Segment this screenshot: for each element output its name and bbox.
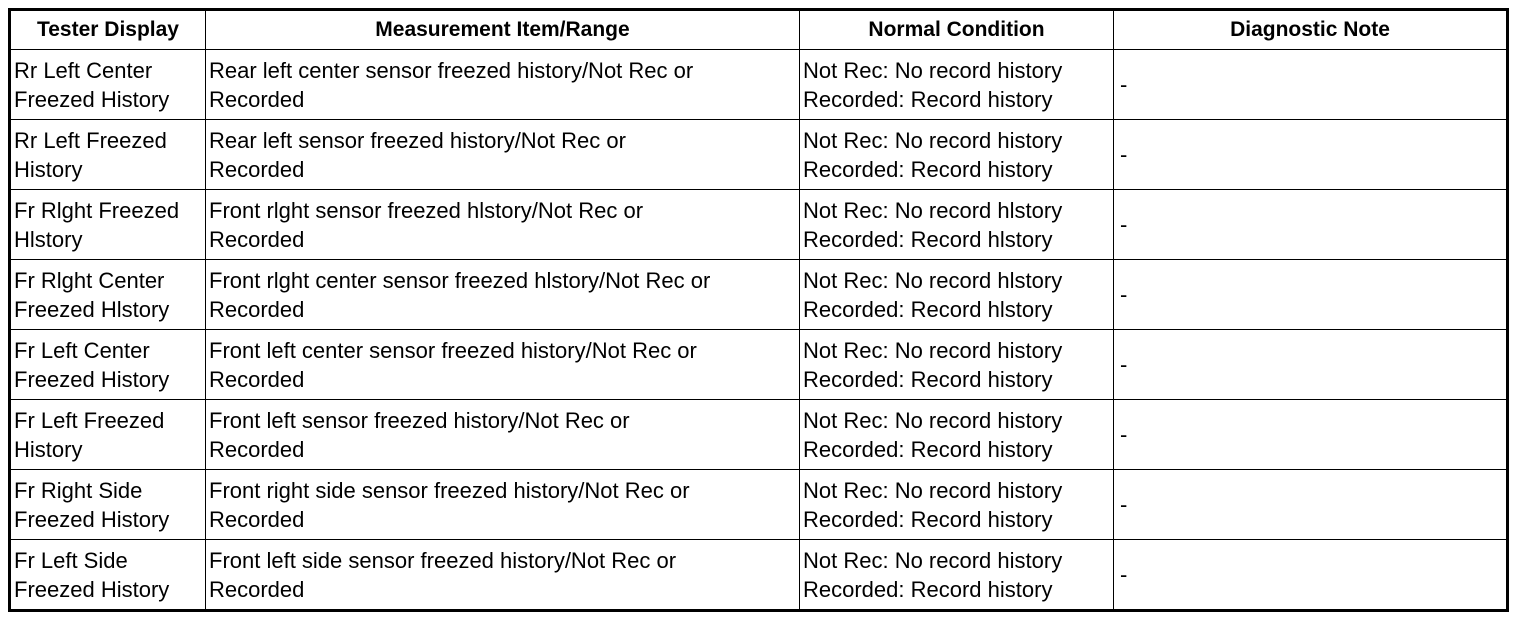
header-normal-condition: Normal Condition xyxy=(800,10,1114,50)
table-row xyxy=(10,540,1508,611)
diagnostic-table-container xyxy=(8,8,1506,612)
cell-tester-display: Rr Left Center Freezed History xyxy=(10,50,206,120)
cell-normal-condition: Not Rec: No record hlstory Recorded: Record hlstory xyxy=(800,190,1114,260)
table-row xyxy=(10,260,1508,330)
cell-diagnostic-note: - xyxy=(1114,330,1508,400)
cell-normal-condition: Not Rec: No record history Recorded: Record history xyxy=(800,50,1114,120)
cell-measurement-range: Front left sensor freezed history/Not Rec or Recorded xyxy=(206,400,800,470)
header-row xyxy=(10,10,1508,50)
cell-diagnostic-note: - xyxy=(1114,120,1508,190)
cell-normal-condition: Not Rec: No record history Recorded: Record history xyxy=(800,540,1114,611)
table-row xyxy=(10,470,1508,540)
header-diagnostic-note: Diagnostic Note xyxy=(1114,10,1508,50)
cell-tester-display: Fr Left Freezed History xyxy=(10,400,206,470)
cell-diagnostic-note: - xyxy=(1114,260,1508,330)
cell-measurement-range: Front right side sensor freezed history/Not Rec or Recorded xyxy=(206,470,800,540)
cell-tester-display: Fr Rlght Freezed Hlstory xyxy=(10,190,206,260)
cell-diagnostic-note: - xyxy=(1114,540,1508,611)
header-tester-display: Tester Display xyxy=(10,10,206,50)
header-measurement-item: Measurement Item/Range xyxy=(206,10,800,50)
cell-normal-condition: Not Rec: No record history Recorded: Record history xyxy=(800,330,1114,400)
cell-normal-condition: Not Rec: No record history Recorded: Record history xyxy=(800,120,1114,190)
cell-measurement-range: Rear left sensor freezed history/Not Rec or Recorded xyxy=(206,120,800,190)
cell-tester-display: Fr Left Center Freezed History xyxy=(10,330,206,400)
cell-measurement-range: Front left center sensor freezed history/Not Rec or Recorded xyxy=(206,330,800,400)
cell-measurement-range: Front left side sensor freezed history/Not Rec or Recorded xyxy=(206,540,800,611)
table-row xyxy=(10,190,1508,260)
cell-diagnostic-note: - xyxy=(1114,50,1508,120)
table-row xyxy=(10,400,1508,470)
table-row xyxy=(10,120,1508,190)
cell-tester-display: Fr Right Side Freezed History xyxy=(10,470,206,540)
cell-measurement-range: Front rlght center sensor freezed hlstory/Not Rec or Recorded xyxy=(206,260,800,330)
diagnostic-table xyxy=(8,8,1509,612)
cell-diagnostic-note: - xyxy=(1114,190,1508,260)
cell-tester-display: Fr Left Side Freezed History xyxy=(10,540,206,611)
cell-diagnostic-note: - xyxy=(1114,400,1508,470)
cell-normal-condition: Not Rec: No record history Recorded: Record history xyxy=(800,400,1114,470)
cell-tester-display: Fr Rlght Center Freezed Hlstory xyxy=(10,260,206,330)
cell-normal-condition: Not Rec: No record history Recorded: Record history xyxy=(800,470,1114,540)
cell-measurement-range: Front rlght sensor freezed hlstory/Not Rec or Recorded xyxy=(206,190,800,260)
cell-tester-display: Rr Left Freezed History xyxy=(10,120,206,190)
cell-diagnostic-note: - xyxy=(1114,470,1508,540)
cell-measurement-range: Rear left center sensor freezed history/Not Rec or Recorded xyxy=(206,50,800,120)
table-row xyxy=(10,50,1508,120)
cell-normal-condition: Not Rec: No record hlstory Recorded: Record hlstory xyxy=(800,260,1114,330)
table-row xyxy=(10,330,1508,400)
